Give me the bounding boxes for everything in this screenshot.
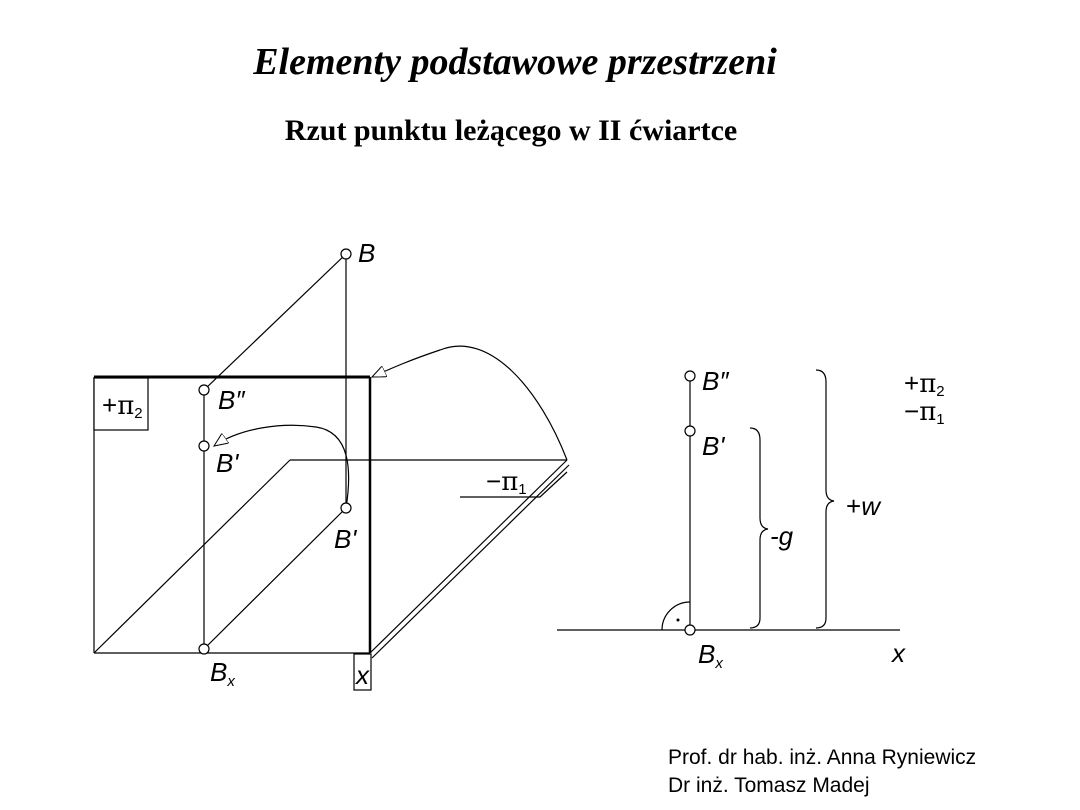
label-Bpp-right: B″: [702, 366, 729, 396]
label-Bprime-rotated: B': [216, 448, 239, 478]
plane-pi1-front-edge-b: [372, 465, 569, 658]
legend-pi1: −π1: [904, 396, 945, 428]
right-angle-mark: [662, 602, 690, 630]
label-axis-x-left: x: [356, 660, 369, 690]
point-Bprime-rotated-marker: [199, 441, 209, 451]
plane-pi1-front-edge-a: [370, 460, 567, 653]
label-plane-pi2: +π2: [102, 390, 143, 422]
point-B-marker: [341, 249, 351, 259]
point-Bx-left-marker: [199, 644, 209, 654]
label-Bx-left: Bx: [210, 657, 235, 690]
label-Bprime-right: B': [702, 431, 725, 461]
author-line-1: Prof. dr hab. inż. Anna Ryniewicz: [668, 746, 977, 769]
label-dist-w: +w: [846, 491, 880, 521]
rotation-arc-large: [372, 346, 567, 460]
point-Bpp-marker: [199, 385, 209, 395]
label-Bx-right: Bx: [698, 639, 723, 672]
page-title: Elementy podstawowe przestrzeni: [253, 41, 777, 83]
authors-block: [668, 744, 976, 800]
point-Bprime-marker: [341, 503, 351, 513]
right-angle-dot: [677, 619, 680, 622]
legend-pi2: +π2: [904, 368, 945, 400]
point-Bx-right-marker: [685, 625, 695, 635]
label-Bprime-left: B': [334, 524, 357, 554]
projector-B-to-Bpp: [204, 254, 346, 390]
plane-pi1-back-edge-left: [94, 460, 290, 653]
label-dist-g: -g: [770, 521, 794, 551]
point-Bpp-right-marker: [685, 371, 695, 381]
label-B: B: [358, 238, 376, 268]
label-Bpp-left: B″: [218, 385, 245, 415]
brace-w: [816, 370, 834, 628]
projector-Bprime-to-Bx: [204, 508, 346, 649]
label-axis-x-right: x: [892, 638, 905, 668]
brace-g: [750, 428, 768, 628]
page-subtitle: Rzut punktu leżącego w II ćwiartce: [284, 114, 738, 147]
label-plane-pi1: −π1: [486, 466, 527, 498]
author-line-2: Dr inż. Tomasz Madej: [668, 774, 870, 797]
point-Bprime-right-marker: [685, 426, 695, 436]
